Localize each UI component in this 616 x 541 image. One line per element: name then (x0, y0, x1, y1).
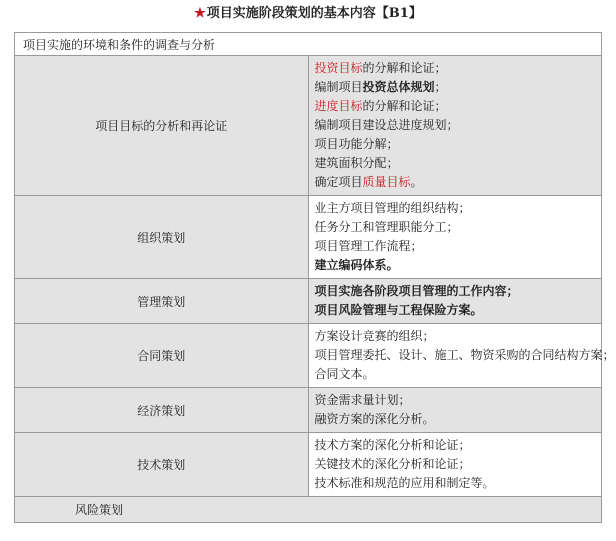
row-label: 技术策划 (15, 433, 309, 497)
list-item: 项目管理委托、设计、施工、物资采购的合同结构方案； (314, 348, 615, 362)
last-row-cell (15, 497, 602, 523)
page-title-text: 项目实施阶段策划的基本内容【B1】 (206, 6, 422, 21)
row-content (308, 388, 602, 433)
list-item: 业主方项目管理的组织结构； (314, 201, 471, 215)
list-item: 融资方案的深化分析。 (314, 412, 435, 426)
table-row (15, 56, 602, 196)
row-label: 项目目标的分析和再论证 (15, 56, 309, 196)
header-row-cell: 项目实施的环境和条件的调查与分析 (15, 33, 602, 56)
table-row (15, 433, 602, 497)
row-content (308, 56, 602, 196)
list-item: 方案设计竞赛的组织； (314, 329, 435, 343)
list-item: 建立编码体系。 (314, 258, 399, 272)
list-item: 合同文本。 (314, 367, 375, 381)
table-row (15, 279, 602, 324)
list-item: 进度目标的分解和论证； (314, 99, 447, 113)
list-item: 关键技术的深化分析和论证； (314, 457, 471, 471)
list-item: 投资目标的分解和论证； (314, 61, 447, 75)
list-item: 项目实施各阶段项目管理的工作内容； (314, 284, 519, 298)
list-item: 资金需求量计划； (314, 393, 411, 407)
table-row (15, 388, 602, 433)
list-item: 任务分工和管理职能分工； (314, 220, 459, 234)
list-item: 项目管理工作流程； (314, 239, 423, 253)
page-title (0, 4, 616, 24)
table-row (15, 497, 602, 523)
list-item: 技术方案的深化分析和论证； (314, 438, 471, 452)
content-table (14, 32, 615, 523)
row-content (308, 279, 602, 324)
row-label: 经济策划 (15, 388, 309, 433)
list-item: 建筑面积分配； (314, 156, 399, 170)
list-item: 确定项目质量目标。 (314, 175, 423, 189)
list-item: 编制项目建设总进度规划； (314, 118, 459, 132)
row-content (308, 196, 602, 279)
list-item: 技术标准和规范的应用和制定等。 (314, 476, 495, 490)
list-item: 编制项目投资总体规划； (314, 80, 447, 94)
row-label: 风险策划 (75, 503, 124, 517)
table-row (15, 324, 602, 388)
list-item: 项目功能分解； (314, 137, 399, 151)
list-item: 项目风险管理与工程保险方案。 (314, 303, 483, 317)
star-icon: ★ (194, 6, 206, 21)
row-content (308, 433, 602, 497)
row-content (308, 324, 615, 388)
row-label: 组织策划 (15, 196, 309, 279)
table-row (15, 33, 602, 56)
table-row (15, 196, 602, 279)
row-label: 合同策划 (15, 324, 309, 388)
row-label: 管理策划 (15, 279, 309, 324)
